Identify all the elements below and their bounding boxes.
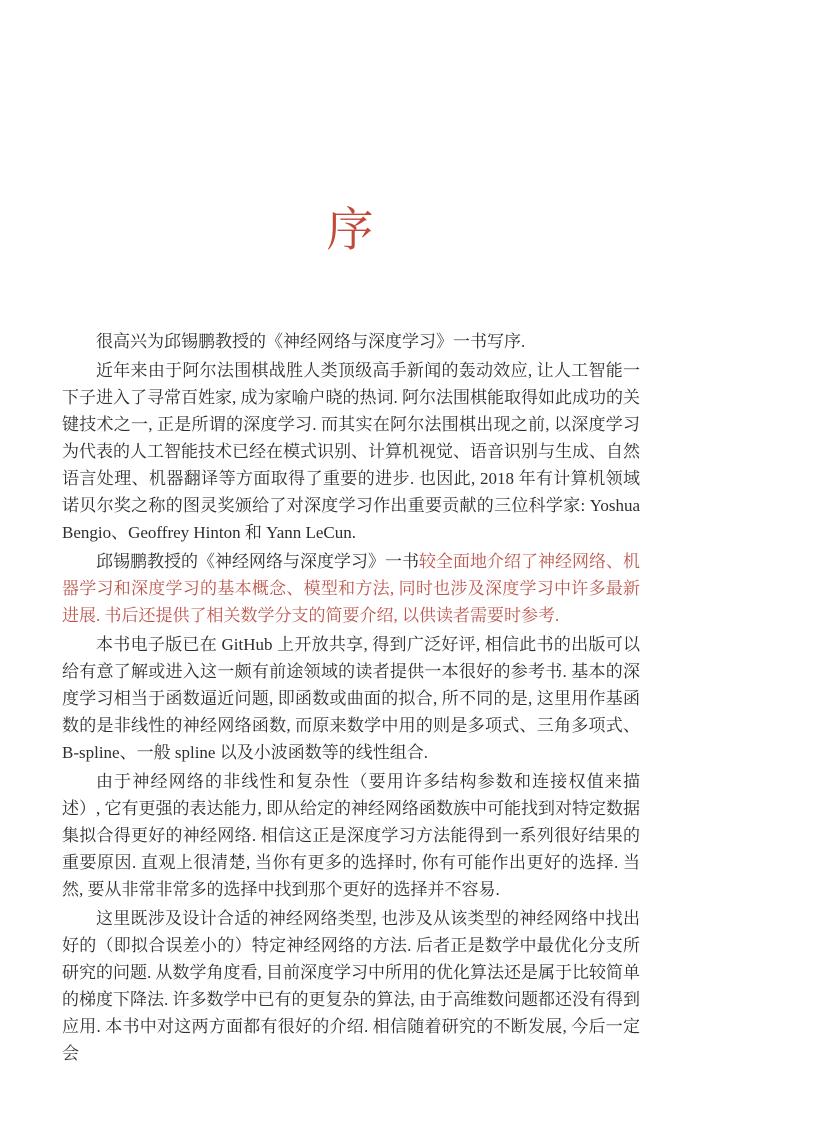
- paragraph-optimization: 这里既涉及设计合适的神经网络类型, 也涉及从该类型的神经网络中找出好的（即拟合误差小的）特定神经网络的方法. 后者正是数学中最优化分支所研究的问题. 从数学角度看, 目前深度学习中所用的优化算法还是属于比较简单的梯度下降法. 许多数学中已有的更复杂的算法, 由于高维数问题都还没有得到应用. 本书中对这两方面都有很好的介绍. 相信随着研究的不断发展, 今后一定会: [62, 909, 640, 1063]
- page-content: [62, 0, 640, 1069]
- paragraph-nonlinearity: 由于神经网络的非线性和复杂性（要用许多结构参数和连接权值来描述）, 它有更强的表达能力, 即从给定的神经网络函数族中可能找到对特定数据集拟合得更好的神经网络. 相信这正是深度学习方法能得到一系列很好结果的重要原因. 直观上很清楚, 当你有更多的选择时, 你有可能作出更好的选择. 当然, 要从非常非常多的选择中找到那个更好的选择并不容易.: [62, 772, 640, 899]
- paragraph-intro: 很高兴为邱锡鹏教授的《神经网络与深度学习》一书写序.: [96, 332, 526, 351]
- paragraph-github: 本书电子版已在 GitHub 上开放共享, 得到广泛好评, 相信此书的出版可以给有意了解或进入这一颇有前途领域的读者提供一本很好的参考书. 基本的深度学习相当于函数逼近问题, 即函数或曲面的拟合, 所不同的是, 这里用作基函数的是非线性的神经网络函数, 而原来数学中用的则是多项式、三角多项式、B-spline、一般 spline 以及小波函数等的线性组合.: [62, 635, 640, 762]
- paragraph-book-summary-red-text: 较全面地介绍了神经网络、机器学习和深度学习的基本概念、模型和方法, 同时也涉及深度学习中许多最新进展. 书后还提供了相关数学分支的简要介绍, 以供读者需要时参考.: [62, 552, 640, 625]
- paragraph-book-summary-black-text: 邱锡鹏教授的《神经网络与深度学习》一书: [96, 552, 419, 571]
- preface-body: [62, 328, 640, 1067]
- paragraph-alphago: 近年来由于阿尔法围棋战胜人类顶级高手新闻的轰动效应, 让人工智能一下子进入了寻常百姓家, 成为家喻户晓的热词. 阿尔法围棋能取得如此成功的关键技术之一, 正是所谓的深度学习. 而其实在阿尔法围棋出现之前, 以深度学习为代表的人工智能技术已经在模式识别、计算机视觉、语音识别与生成、自然语言处理、机器翻译等方面取得了重要的进步. 也因此, 2018 年有计算机领域诺贝尔奖之称的图灵奖颁给了对深度学习作出重要贡献的三位科学家: Yoshua Bengio、Geoffrey Hinton 和 Yann LeCun.: [62, 361, 640, 542]
- paragraph-book-summary: [62, 548, 640, 629]
- page-title: 序: [326, 205, 376, 257]
